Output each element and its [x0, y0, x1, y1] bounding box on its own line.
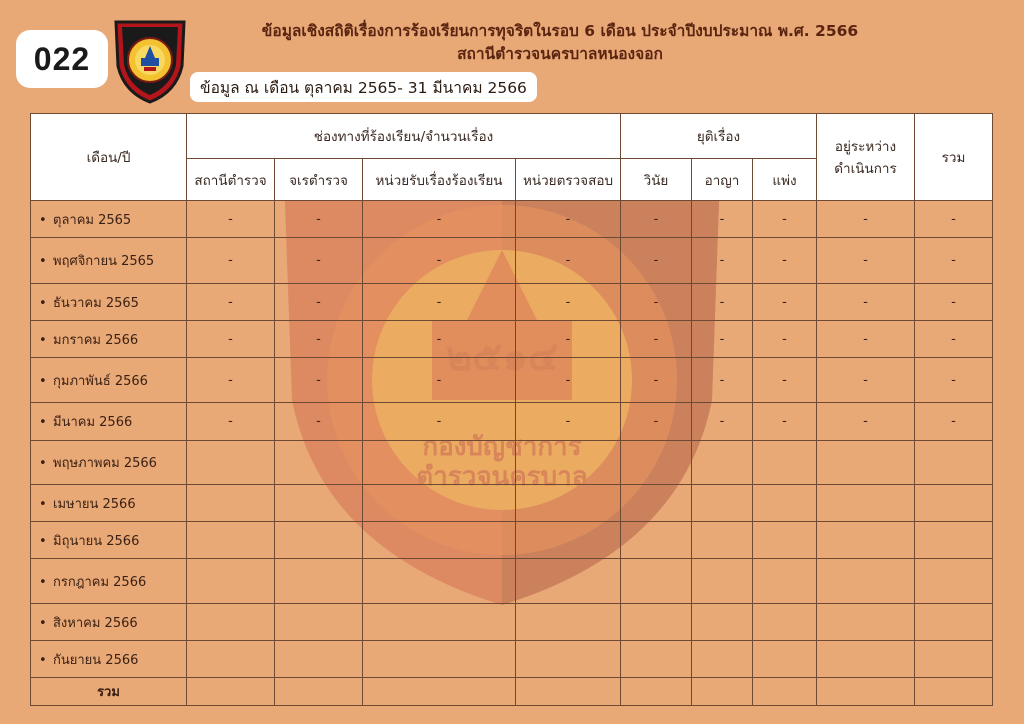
- value-cell: -: [275, 403, 363, 441]
- value-cell: [753, 441, 817, 485]
- value-cell: -: [692, 358, 753, 403]
- bullet-icon: •: [39, 652, 47, 668]
- value-cell: [363, 641, 516, 678]
- value-cell: [275, 559, 363, 604]
- value-cell: -: [621, 358, 692, 403]
- bullet-icon: •: [39, 456, 47, 471]
- value-cell: [621, 604, 692, 641]
- month-label: มีนาคม 2566: [53, 415, 133, 430]
- total-label: รวม: [31, 678, 187, 706]
- value-cell: -: [915, 321, 993, 358]
- month-label: มิถุนายน 2566: [53, 533, 140, 549]
- value-cell: [915, 559, 993, 604]
- value-cell: [753, 559, 817, 604]
- value-cell: [817, 522, 915, 559]
- value-cell: -: [621, 284, 692, 321]
- value-cell: [516, 441, 621, 485]
- month-label: ธันวาคม 2565: [53, 295, 139, 311]
- bullet-icon: •: [39, 254, 47, 269]
- value-cell: [753, 604, 817, 641]
- value-cell: -: [187, 403, 275, 441]
- value-cell: -: [621, 321, 692, 358]
- total-cell: [915, 678, 993, 706]
- month-cell: [31, 604, 187, 641]
- value-cell: [692, 604, 753, 641]
- bullet-icon: •: [39, 496, 47, 512]
- value-cell: -: [753, 358, 817, 403]
- value-cell: [275, 641, 363, 678]
- month-cell: [31, 441, 187, 485]
- value-cell: [753, 485, 817, 522]
- value-cell: -: [621, 403, 692, 441]
- value-cell: -: [817, 201, 915, 238]
- table-row: [31, 238, 993, 284]
- bullet-icon: •: [39, 332, 47, 348]
- bullet-icon: •: [39, 295, 47, 311]
- value-cell: [692, 559, 753, 604]
- value-cell: -: [692, 284, 753, 321]
- value-cell: -: [275, 284, 363, 321]
- month-label: พฤศจิกายน 2565: [53, 254, 155, 269]
- month-cell: [31, 641, 187, 678]
- month-cell: [31, 321, 187, 358]
- value-cell: -: [275, 321, 363, 358]
- month-label: เมษายน 2566: [53, 496, 136, 512]
- value-cell: -: [516, 321, 621, 358]
- value-cell: -: [516, 284, 621, 321]
- page-title: [200, 20, 920, 66]
- bullet-icon: •: [39, 533, 47, 549]
- value-cell: [363, 441, 516, 485]
- value-cell: [516, 641, 621, 678]
- header-channel-inspector: จเรตำรวจ: [275, 159, 363, 201]
- value-cell: [915, 485, 993, 522]
- value-cell: [692, 485, 753, 522]
- total-cell: [363, 678, 516, 706]
- value-cell: -: [753, 238, 817, 284]
- value-cell: -: [363, 321, 516, 358]
- value-cell: [692, 441, 753, 485]
- value-cell: [187, 485, 275, 522]
- value-cell: [187, 604, 275, 641]
- value-cell: -: [516, 358, 621, 403]
- value-cell: [621, 485, 692, 522]
- value-cell: [692, 522, 753, 559]
- value-cell: -: [187, 238, 275, 284]
- value-cell: -: [275, 238, 363, 284]
- value-cell: -: [817, 403, 915, 441]
- month-label: กุมภาพันธ์ 2566: [53, 373, 148, 389]
- bullet-icon: •: [39, 574, 47, 590]
- value-cell: -: [187, 284, 275, 321]
- total-cell: [275, 678, 363, 706]
- value-cell: [621, 522, 692, 559]
- month-cell: [31, 201, 187, 238]
- bullet-icon: •: [39, 212, 47, 228]
- month-label: สิงหาคม 2566: [53, 615, 138, 631]
- header-closed-group: ยุติเรื่อง: [621, 114, 817, 159]
- table-row: [31, 559, 993, 604]
- bullet-icon: •: [39, 615, 47, 631]
- value-cell: [275, 522, 363, 559]
- value-cell: [817, 441, 915, 485]
- value-cell: [516, 559, 621, 604]
- as-of-date-text: ข้อมูล ณ เดือน ตุลาคม 2565- 31 มีนาคม 2566: [200, 78, 527, 97]
- header-closed-discipline: วินัย: [621, 159, 692, 201]
- title-line-1: ข้อมูลเชิงสถิติเรื่องการร้องเรียนการทุจริตในรอบ 6 เดือน ประจำปีงบประมาณ พ.ศ. 2566: [261, 22, 859, 40]
- table-row: [31, 358, 993, 403]
- value-cell: [516, 522, 621, 559]
- table-row: [31, 321, 993, 358]
- value-cell: [915, 641, 993, 678]
- value-cell: -: [275, 201, 363, 238]
- value-cell: [275, 604, 363, 641]
- header-channel-complaint-unit: หน่วยรับเรื่องร้องเรียน: [363, 159, 516, 201]
- bullet-icon: •: [39, 373, 47, 389]
- value-cell: -: [516, 403, 621, 441]
- value-cell: [817, 559, 915, 604]
- table-row: [31, 485, 993, 522]
- header-in-progress: [817, 114, 915, 201]
- total-cell: [817, 678, 915, 706]
- value-cell: [363, 559, 516, 604]
- value-cell: -: [915, 284, 993, 321]
- value-cell: [753, 522, 817, 559]
- month-label: พฤษภาพคม 2566: [53, 456, 157, 471]
- value-cell: -: [817, 358, 915, 403]
- value-cell: -: [516, 238, 621, 284]
- month-cell: [31, 559, 187, 604]
- month-cell: [31, 403, 187, 441]
- value-cell: [187, 441, 275, 485]
- table-row: [31, 201, 993, 238]
- total-cell: [753, 678, 817, 706]
- document-code-badge: [16, 30, 108, 88]
- value-cell: [275, 485, 363, 522]
- value-cell: -: [363, 358, 516, 403]
- month-cell: [31, 284, 187, 321]
- value-cell: -: [915, 201, 993, 238]
- value-cell: [621, 441, 692, 485]
- value-cell: [817, 641, 915, 678]
- value-cell: -: [692, 201, 753, 238]
- header-closed-criminal: อาญา: [692, 159, 753, 201]
- table-row: [31, 441, 993, 485]
- table-row: [31, 403, 993, 441]
- watermark-numerals: ๒๕๑๔: [445, 334, 559, 380]
- value-cell: -: [817, 321, 915, 358]
- value-cell: -: [621, 238, 692, 284]
- value-cell: [817, 485, 915, 522]
- value-cell: -: [692, 403, 753, 441]
- value-cell: -: [753, 321, 817, 358]
- value-cell: [915, 441, 993, 485]
- value-cell: -: [915, 238, 993, 284]
- header-in-progress-line-2: ดำเนินการ: [834, 161, 897, 177]
- value-cell: [363, 604, 516, 641]
- month-cell: [31, 485, 187, 522]
- month-label: กรกฎาคม 2566: [53, 574, 147, 590]
- table-row: [31, 284, 993, 321]
- total-row: [31, 678, 993, 706]
- table-row: [31, 522, 993, 559]
- value-cell: [187, 559, 275, 604]
- total-cell: [621, 678, 692, 706]
- complaint-statistics-table: [30, 113, 993, 706]
- value-cell: [915, 604, 993, 641]
- value-cell: -: [621, 201, 692, 238]
- value-cell: -: [753, 201, 817, 238]
- value-cell: -: [363, 238, 516, 284]
- month-cell: [31, 522, 187, 559]
- total-cell: [516, 678, 621, 706]
- value-cell: [187, 641, 275, 678]
- value-cell: [621, 559, 692, 604]
- total-cell: [692, 678, 753, 706]
- header-in-progress-line-1: อยู่ระหว่าง: [834, 139, 897, 155]
- total-cell: [187, 678, 275, 706]
- value-cell: -: [516, 201, 621, 238]
- value-cell: -: [915, 403, 993, 441]
- value-cell: -: [692, 321, 753, 358]
- value-cell: [915, 522, 993, 559]
- value-cell: -: [187, 358, 275, 403]
- header-month: เดือน/ปี: [31, 114, 187, 201]
- month-cell: [31, 358, 187, 403]
- value-cell: -: [187, 201, 275, 238]
- value-cell: [817, 604, 915, 641]
- police-emblem-logo: [110, 16, 190, 104]
- value-cell: [753, 641, 817, 678]
- month-label: ตุลาคม 2565: [53, 212, 132, 228]
- table-row: [31, 641, 993, 678]
- value-cell: [516, 604, 621, 641]
- value-cell: -: [753, 403, 817, 441]
- value-cell: -: [363, 403, 516, 441]
- header-total: รวม: [915, 114, 993, 201]
- value-cell: [692, 641, 753, 678]
- table-row: [31, 604, 993, 641]
- value-cell: [621, 641, 692, 678]
- watermark-line-1: กองบัญชาการ: [422, 432, 582, 462]
- value-cell: -: [692, 238, 753, 284]
- value-cell: -: [817, 284, 915, 321]
- header-channels-group: ช่องทางที่ร้องเรียน/จำนวนเรื่อง: [187, 114, 621, 159]
- value-cell: -: [753, 284, 817, 321]
- title-line-2: สถานีตำรวจนครบาลหนองจอก: [457, 45, 663, 63]
- value-cell: [275, 441, 363, 485]
- header-channel-audit-unit: หน่วยตรวจสอบ: [516, 159, 621, 201]
- value-cell: -: [817, 238, 915, 284]
- header-channel-police-station: สถานีตำรวจ: [187, 159, 275, 201]
- value-cell: -: [187, 321, 275, 358]
- watermark-line-2: ตำรวจนครบาล: [416, 462, 588, 492]
- month-label: มกราคม 2566: [53, 332, 139, 348]
- value-cell: [363, 485, 516, 522]
- header-closed-civil: แพ่ง: [753, 159, 817, 201]
- value-cell: -: [915, 358, 993, 403]
- as-of-date-badge: [190, 72, 537, 102]
- value-cell: -: [363, 201, 516, 238]
- value-cell: -: [275, 358, 363, 403]
- value-cell: [363, 522, 516, 559]
- month-label: กันยายน 2566: [53, 652, 139, 668]
- value-cell: [187, 522, 275, 559]
- value-cell: [516, 485, 621, 522]
- month-cell: [31, 238, 187, 284]
- bullet-icon: •: [39, 415, 47, 430]
- document-code: 022: [33, 40, 91, 77]
- value-cell: -: [363, 284, 516, 321]
